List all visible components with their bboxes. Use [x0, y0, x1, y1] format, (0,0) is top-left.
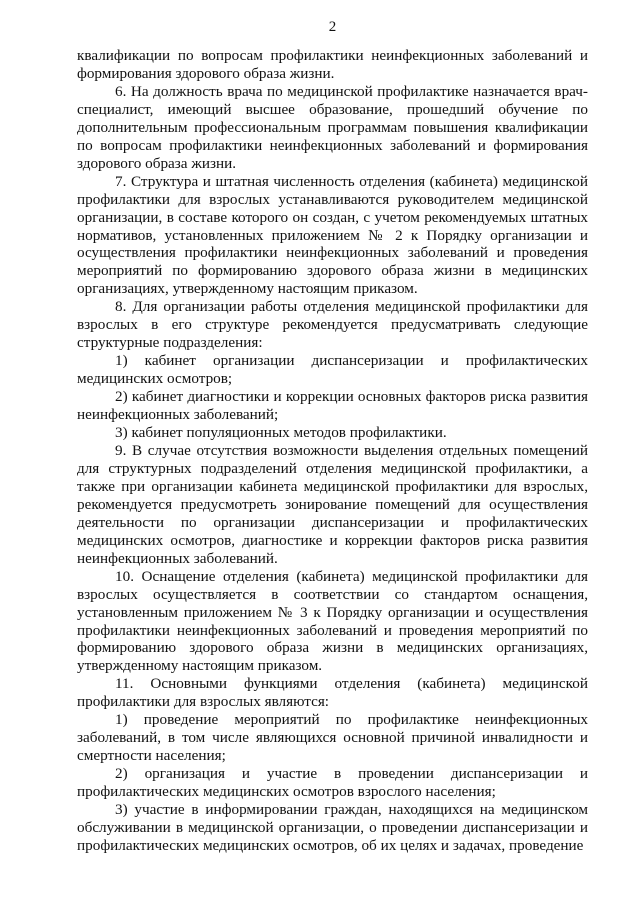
paragraph-item-8: 8. Для организации работы отделения медицинской профилактики для взрослых в его структуре рекомендуется предусматривать следующие структурные подразделения: [77, 298, 588, 352]
paragraph-continuation: квалификации по вопросам профилактики неинфекционных заболеваний и формирования здорового образа жизни. [77, 47, 588, 82]
paragraph-item-11: 11. Основными функциями отделения (кабинета) медицинской профилактики для взрослых являются: [77, 675, 588, 711]
subitem-11-2: 2) организация и участие в проведении диспансеризации и профилактических медицинских осмотров взрослого населения; [77, 765, 588, 801]
paragraph-item-10: 10. Оснащение отделения (кабинета) медицинской профилактики для взрослых осуществляется в соответствии со стандартом оснащения, установленным приложением № 3 к Порядку организации и осуществления профилактики неинфекционных заболеваний и проведения мероприятий по формированию здорового образа жизни в медицинских организациях, утвержденному настоящим приказом. [77, 567, 588, 675]
page-number: 2 [328, 19, 337, 35]
paragraph-item-6: 6. На должность врача по медицинской профилактике назначается врач-специалист, имеющий высшее образование, прошедший обучение по дополнительным профессиональным программам повышения квалификации по вопросам профилактики неинфекционных заболеваний и формирования здорового образа жизни. [77, 82, 588, 172]
subitem-11-3: 3) участие в информировании граждан, находящихся на медицинском обслуживании в медицинской организации, о проведении диспансеризации и профилактических медицинских осмотров, об их целях и задачах, проведение [77, 801, 588, 854]
subitem-8-3: 3) кабинет популяционных методов профилактики. [115, 424, 447, 442]
subitem-11-1: 1) проведение мероприятий по профилактике неинфекционных заболеваний, в том числе являющихся основной причиной инвалидности и смертности населения; [77, 711, 588, 765]
subitem-8-1: 1) кабинет организации диспансеризации и профилактических медицинских осмотров; [77, 352, 588, 388]
paragraph-item-9: 9. В случае отсутствия возможности выделения отдельных помещений для структурных подразделений отделения медицинской профилактики, а также при организации кабинета медицинской профилактики для взрослых, рекомендуется предусмотреть зонирование помещений для осуществления деятельности по организации диспансеризации и профилактических медицинских осмотров, диагностике и коррекции факторов риска развития неинфекционных заболеваний. [77, 441, 588, 567]
paragraph-item-7: 7. Структура и штатная численность отделения (кабинета) медицинской профилактики для взрослых устанавливаются руководителем медицинской организации, в составе которого он создан, с учетом рекомендуемых штатных нормативов, установленных приложением № 2 к Порядку организации и осуществления профилактики неинфекционных заболеваний и проведения мероприятий по формированию здорового образа жизни в медицинских организациях, утвержденному настоящим приказом. [77, 172, 588, 298]
subitem-8-2: 2) кабинет диагностики и коррекции основных факторов риска развития неинфекционных заболеваний; [77, 388, 588, 424]
